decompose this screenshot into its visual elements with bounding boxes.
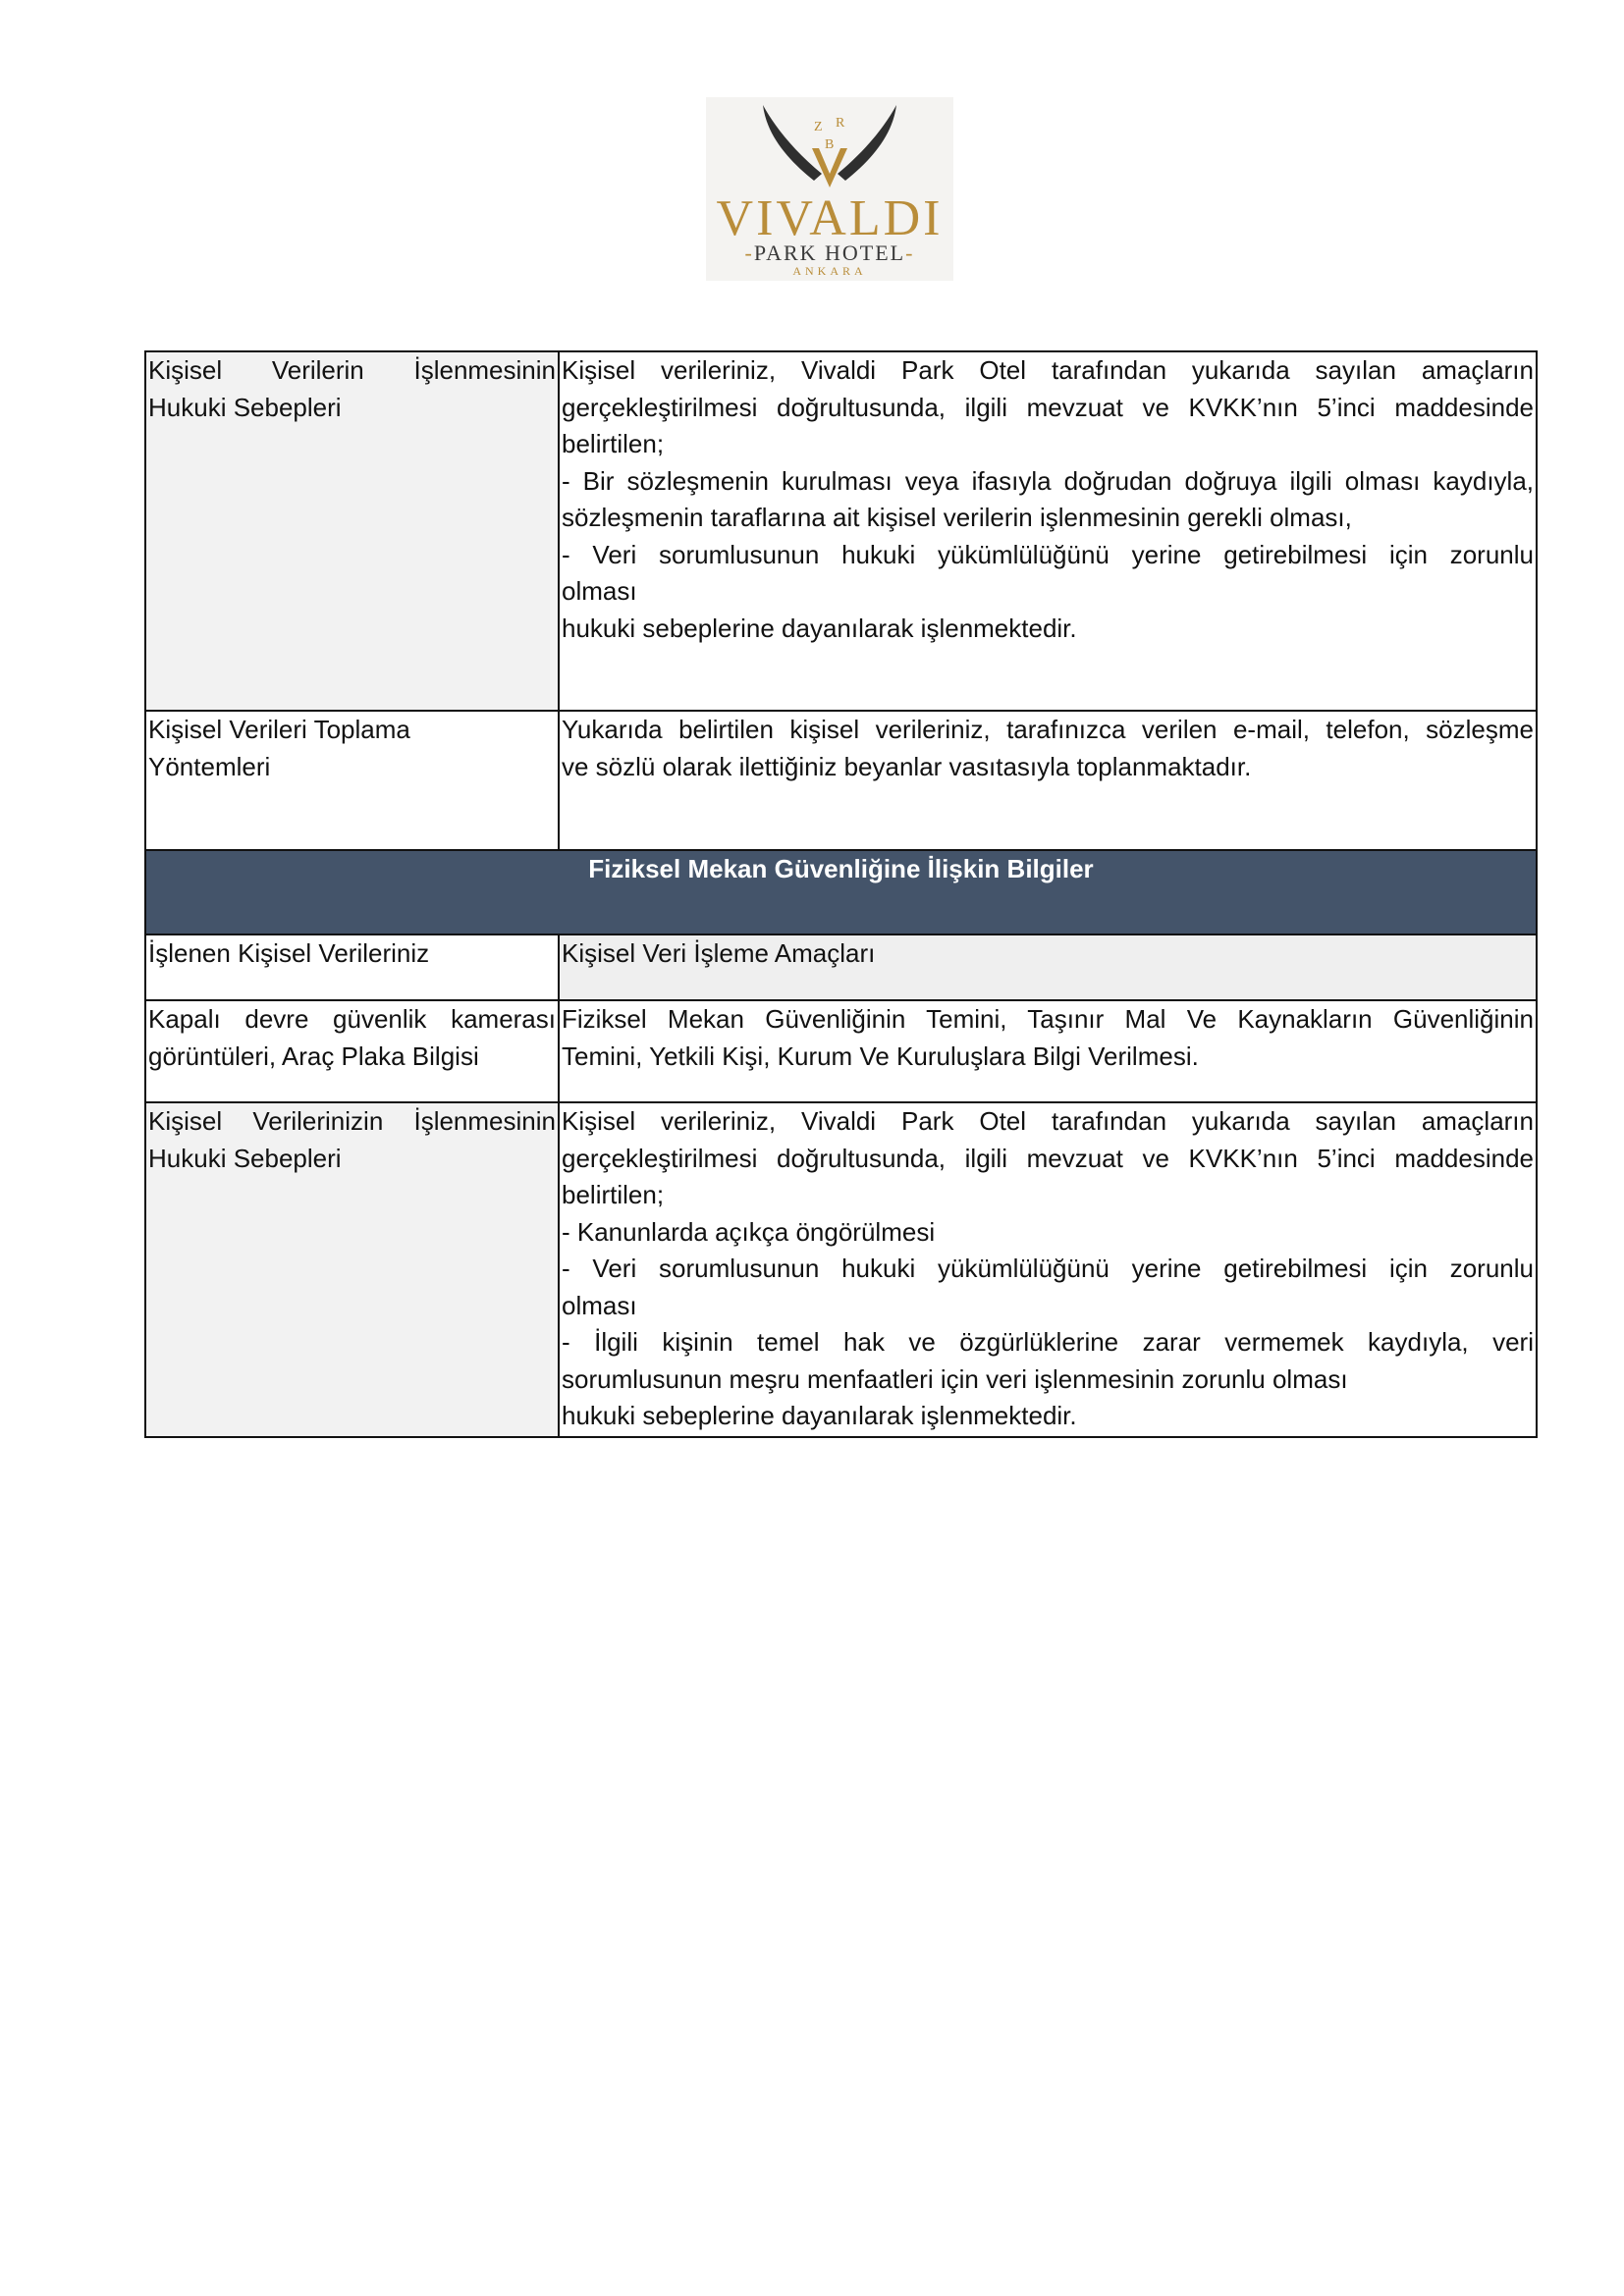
monogram-b: B: [825, 137, 835, 152]
logo-city: ANKARA: [792, 264, 867, 278]
row-label-collection-methods: Kişisel Verileri Toplama Yöntemleri: [145, 711, 559, 850]
logo-brand: VIVALDI: [716, 190, 944, 246]
row-label-legal-basis: Kişisel Verilerin İşlenmesinin Hukuki Sebepleri: [145, 351, 559, 711]
section-header-row: [145, 850, 1537, 934]
hotel-logo: [706, 97, 953, 281]
column-header-row: [145, 934, 1537, 1000]
monogram-r: R: [836, 116, 845, 131]
row-value-cctv: Fiziksel Mekan Güvenliğinin Temini, Taşınır Mal Ve Kaynakların Güvenliğinin Temini, Yetkili Kişi, Kurum Ve Kuruluşlara Bilgi Verilmesi.: [559, 1000, 1537, 1102]
kvkk-info-table: [144, 350, 1538, 1438]
section-title: Fiziksel Mekan Güvenliğine İlişkin Bilgiler: [145, 850, 1537, 934]
table-row: [145, 351, 1537, 711]
wings-emblem-icon: [706, 97, 953, 205]
row-value-collection-methods: Yukarıda belirtilen kişisel verileriniz, tarafınızca verilen e-mail, telefon, sözleşme ve sözlü olarak ilettiğiniz beyanlar vasıtasıyla toplanmaktadır.: [559, 711, 1537, 850]
table-row: [145, 1000, 1537, 1102]
monogram-z: Z: [814, 120, 823, 134]
row-label-cctv: Kapalı devre güvenlik kamerası görüntüleri, Araç Plaka Bilgisi: [145, 1000, 559, 1102]
table-row: [145, 1102, 1537, 1437]
column-header-purposes: Kişisel Veri İşleme Amaçları: [559, 934, 1537, 1000]
row-value-legal-basis: Kişisel verileriniz, Vivaldi Park Otel tarafından yukarıda sayılan amaçların gerçekleştirilmesi doğrultusunda, ilgili mevzuat ve KVKK’nın 5’inci maddesinde belirtilen; - Bir sözleşmenin kurulması veya ifasıyla doğrudan doğruya ilgili olması kaydıyla, sözleşmenin taraflarına ait kişisel verilerin işlenmesinin gerekli olması, - Veri sorumlusunun hukuki yükümlülüğünü yerine getirebilmesi için zorunlu olması hukuki sebeplerine dayanılarak işlenmektedir.: [559, 351, 1537, 711]
table-row: [145, 711, 1537, 850]
logo-subtitle: - PARK HOTEL -: [706, 241, 953, 265]
row-label-legal-basis-2: Kişisel Verilerinizin İşlenmesinin Hukuki Sebepleri: [145, 1102, 559, 1437]
column-header-data: İşlenen Kişisel Verileriniz: [145, 934, 559, 1000]
row-value-legal-basis-2: Kişisel verileriniz, Vivaldi Park Otel tarafından yukarıda sayılan amaçların gerçekleştirilmesi doğrultusunda, ilgili mevzuat ve KVKK’nın 5’inci maddesinde belirtilen; - Kanunlarda açıkça öngörülmesi - Veri sorumlusunun hukuki yükümlülüğünü yerine getirebilmesi için zorunlu olması - İlgili kişinin temel hak ve özgürlüklerine zarar vermemek kaydıyla, veri sorumlusunun meşru menfaatleri için veri işlenmesinin zorunlu olması hukuki sebeplerine dayanılarak işlenmektedir.: [559, 1102, 1537, 1437]
